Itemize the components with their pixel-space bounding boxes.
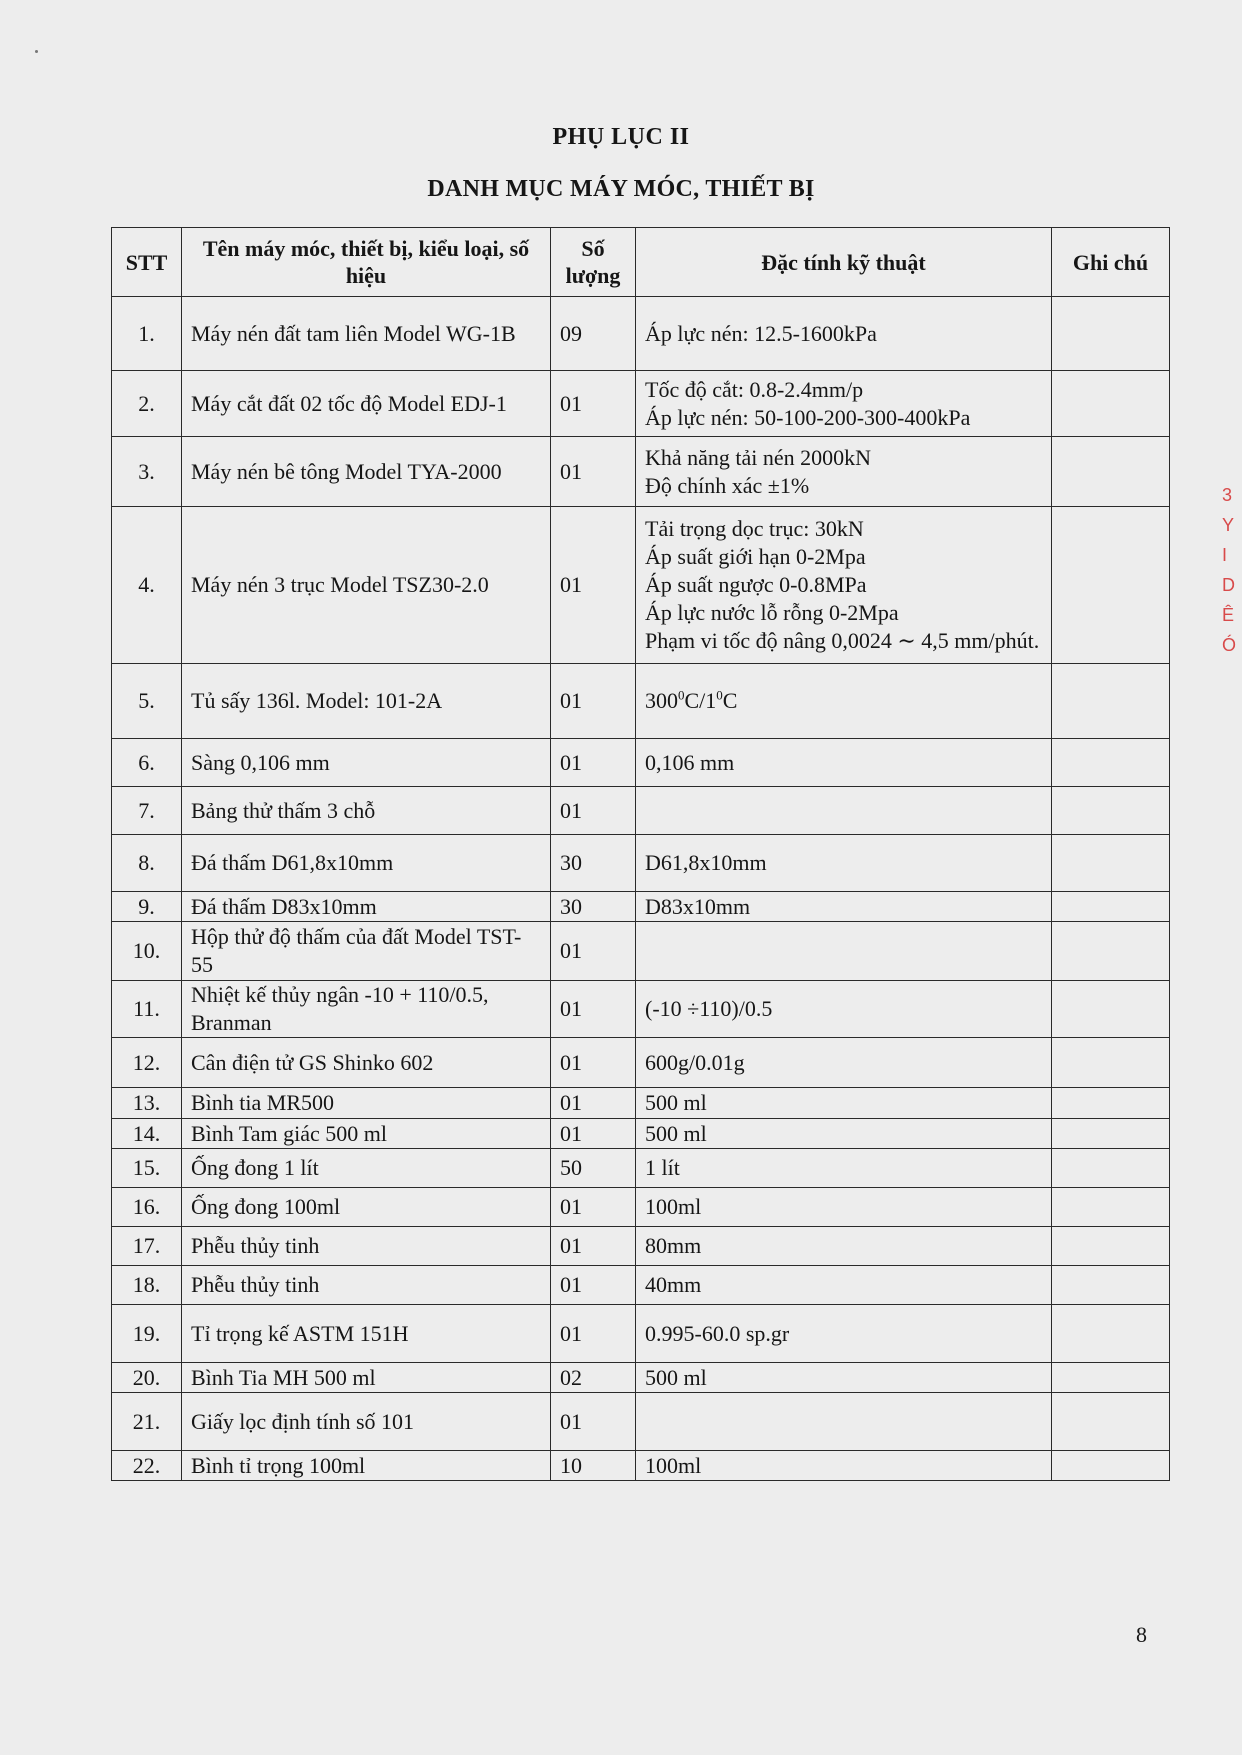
table-row [112,1227,1170,1266]
red-stamp-edge: 3 Y I D Ê Ó [1222,485,1237,655]
table-row [112,297,1170,371]
spec-line: 500 ml [645,1090,707,1115]
cell-stt: 16. [112,1188,182,1227]
cell-note [1052,371,1170,437]
cell-spec [636,1188,1052,1227]
cell-spec [636,981,1052,1038]
table-row [112,1188,1170,1227]
cell-name: Phễu thủy tinh [182,1227,551,1266]
cell-spec [636,664,1052,739]
cell-note [1052,507,1170,664]
cell-name: Máy cắt đất 02 tốc độ Model EDJ-1 [182,371,551,437]
list-title: DANH MỤC MÁY MÓC, THIẾT BỊ [427,176,815,202]
header-name: Tên máy móc, thiết bị, kiểu loại, số hiệu [182,228,551,297]
spec-line: Độ chính xác ±1% [645,472,810,498]
cell-stt: 2. [112,371,182,437]
spec-line: 40mm [645,1272,702,1297]
header-qty: Số lượng [551,228,636,297]
table-row [112,1451,1170,1481]
cell-spec [636,1149,1052,1188]
cell-note [1052,1363,1170,1393]
cell-qty: 01 [551,739,636,787]
table-row [112,664,1170,739]
cell-stt: 7. [112,787,182,835]
cell-stt: 17. [112,1227,182,1266]
cell-qty: 09 [551,297,636,371]
page-number: 8 [1136,1622,1147,1647]
header-spec: Đặc tính kỹ thuật [636,228,1052,297]
spec-part: C/1 [684,688,717,713]
cell-name: Hộp thử độ thấm của đất Model TST-55 [182,922,551,981]
cell-spec [636,1088,1052,1119]
cell-note [1052,892,1170,922]
cell-name: Ống đong 100ml [182,1188,551,1227]
spec-line: Tốc độ cắt: 0.8-2.4mm/p [645,376,864,402]
cell-stt: 10. [112,922,182,981]
spec-line: Áp suất ngược 0-0.8MPa [645,572,867,597]
cell-note [1052,1227,1170,1266]
cell-name: Cân điện tử GS Shinko 602 [182,1038,551,1088]
cell-qty: 30 [551,835,636,892]
cell-qty: 01 [551,371,636,437]
cell-name: Sàng 0,106 mm [182,739,551,787]
cell-name: Ống đong 1 lít [182,1149,551,1188]
cell-qty: 50 [551,1149,636,1188]
table-row [112,892,1170,922]
cell-stt: 6. [112,739,182,787]
cell-name: Máy nén bê tông Model TYA-2000 [182,437,551,507]
cell-stt: 11. [112,981,182,1038]
table-row [112,1393,1170,1451]
table-row [112,835,1170,892]
cell-name: Bình tỉ trọng 100ml [182,1451,551,1481]
cell-spec [636,835,1052,892]
cell-stt: 19. [112,1305,182,1363]
cell-spec [636,892,1052,922]
spec-line: Tải trọng dọc trục: 30kN [645,516,864,541]
cell-name: Giấy lọc định tính số 101 [182,1393,551,1451]
cell-stt: 9. [112,892,182,922]
cell-qty: 01 [551,1227,636,1266]
cell-spec [636,1266,1052,1305]
spec-line: 500 ml [645,1364,707,1390]
cell-spec [636,507,1052,664]
spec-part: 0 [716,687,723,703]
cell-note [1052,1188,1170,1227]
cell-spec [636,371,1052,437]
cell-qty: 30 [551,892,636,922]
spec-line: Áp lực nén: 50-100-200-300-400kPa [645,404,971,430]
table-row [112,1149,1170,1188]
cell-stt: 1. [112,297,182,371]
cell-note [1052,787,1170,835]
cell-note [1052,297,1170,371]
cell-spec [636,1119,1052,1149]
cell-qty: 02 [551,1363,636,1393]
cell-spec [636,1227,1052,1266]
cell-name: Bảng thử thấm 3 chỗ [182,787,551,835]
cell-qty: 01 [551,1305,636,1363]
cell-stt: 20. [112,1363,182,1393]
header-stt: STT [112,228,182,297]
cell-qty: 01 [551,437,636,507]
table-row [112,739,1170,787]
cell-stt: 21. [112,1393,182,1451]
cell-spec [636,922,1052,981]
cell-name: Máy nén 3 trục Model TSZ30-2.0 [182,507,551,664]
cell-note [1052,1038,1170,1088]
cell-note [1052,1266,1170,1305]
spec-line: 100ml [645,1194,702,1219]
table-row [112,1363,1170,1393]
cell-qty: 10 [551,1451,636,1481]
spec-line: Áp suất giới hạn 0-2Mpa [645,544,866,569]
spec-line: D83x10mm [645,893,751,919]
spec-line: 600g/0.01g [645,1049,745,1075]
cell-name: Nhiệt kế thủy ngân -10 + 110/0.5, Branman [182,981,551,1038]
table-row [112,981,1170,1038]
cell-qty: 01 [551,507,636,664]
cell-name: Bình Tam giác 500 ml [182,1119,551,1149]
table-row [112,787,1170,835]
spec-line: 80mm [645,1233,702,1258]
cell-qty: 01 [551,1038,636,1088]
cell-stt: 4. [112,507,182,664]
header-note: Ghi chú [1052,228,1170,297]
cell-stt: 13. [112,1088,182,1119]
cell-name: Phễu thủy tinh [182,1266,551,1305]
cell-qty: 01 [551,1393,636,1451]
cell-note [1052,1305,1170,1363]
cell-stt: 15. [112,1149,182,1188]
cell-note [1052,437,1170,507]
cell-note [1052,1393,1170,1451]
spec-part: 0 [678,687,685,703]
table-header-row [112,228,1170,297]
spec-line: 0.995-60.0 sp.gr [645,1320,790,1346]
table-row [112,1266,1170,1305]
table-row [112,922,1170,981]
cell-name: Tỉ trọng kế ASTM 151H [182,1305,551,1363]
cell-qty: 01 [551,664,636,739]
cell-spec [636,437,1052,507]
cell-note [1052,981,1170,1038]
cell-stt: 18. [112,1266,182,1305]
cell-stt: 8. [112,835,182,892]
cell-spec [636,1305,1052,1363]
table-row [112,1305,1170,1363]
cell-qty: 01 [551,922,636,981]
spec-line: 0,106 mm [645,749,735,775]
table-row [112,437,1170,507]
cell-name: Bình tia MR500 [182,1088,551,1119]
spec-line: D61,8x10mm [645,850,767,875]
cell-stt: 5. [112,664,182,739]
cell-qty: 01 [551,787,636,835]
spec-line [645,688,737,713]
spec-line: Áp lực nén: 12.5-1600kPa [645,320,877,346]
cell-qty: 01 [551,1119,636,1149]
cell-note [1052,1149,1170,1188]
spec-line: 100ml [645,1452,702,1478]
cell-spec [636,1363,1052,1393]
cell-note [1052,922,1170,981]
scan-speck [35,50,38,53]
cell-name: Tủ sấy 136l. Model: 101-2A [182,664,551,739]
spec-part: C [722,688,738,713]
cell-spec [636,787,1052,835]
cell-note [1052,1119,1170,1149]
cell-spec [636,1038,1052,1088]
cell-note [1052,664,1170,739]
table-row [112,1119,1170,1149]
cell-stt: 22. [112,1451,182,1481]
cell-spec [636,1451,1052,1481]
table-row [112,1038,1170,1088]
cell-name: Máy nén đất tam liên Model WG-1B [182,297,551,371]
spec-line: Áp lực nước lỗ rỗng 0-2Mpa [645,600,899,625]
cell-note [1052,1088,1170,1119]
spec-line: (-10 ÷110)/0.5 [645,996,773,1021]
appendix-title: PHỤ LỤC II [552,124,690,150]
spec-line: Phạm vi tốc độ nâng 0,0024 ∼ 4,5 mm/phút. [645,628,1040,653]
cell-qty: 01 [551,1188,636,1227]
cell-name: Bình Tia MH 500 ml [182,1363,551,1393]
cell-qty: 01 [551,1088,636,1119]
table-row [112,371,1170,437]
cell-stt: 12. [112,1038,182,1088]
equipment-table [111,227,1170,1481]
cell-name: Đá thấm D83x10mm [182,892,551,922]
cell-spec [636,1393,1052,1451]
cell-spec [636,739,1052,787]
table-row [112,1088,1170,1119]
cell-stt: 3. [112,437,182,507]
cell-note [1052,739,1170,787]
table-row [112,507,1170,664]
spec-line: Khả năng tải nén 2000kN [645,444,872,470]
spec-line: 500 ml [645,1120,707,1146]
cell-stt: 14. [112,1119,182,1149]
cell-qty: 01 [551,981,636,1038]
spec-part: 300 [645,688,678,713]
spec-line: 1 lít [645,1155,680,1180]
cell-qty: 01 [551,1266,636,1305]
cell-name: Đá thấm D61,8x10mm [182,835,551,892]
cell-note [1052,835,1170,892]
cell-note [1052,1451,1170,1481]
cell-spec [636,297,1052,371]
